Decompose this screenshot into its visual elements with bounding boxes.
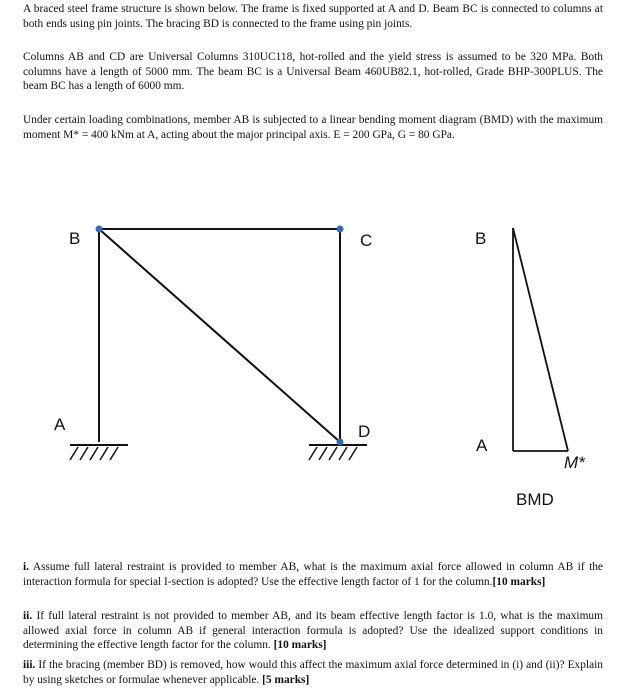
joint-b [96, 226, 103, 233]
label-c: C [360, 231, 373, 250]
label-d: D [358, 422, 371, 441]
label-b: B [69, 229, 81, 248]
bmd-moment-label: M* [564, 453, 585, 472]
joint-c [337, 226, 344, 233]
bmd-caption: BMD [516, 490, 554, 509]
frame-diagram [99, 229, 340, 442]
question-3: iii. If the bracing (member BD) is removed, how would this affect the maximum axial force determined in (i) and (ii)? Explain by using sketches or formulae whenever applicable. [5 marks] [23, 659, 603, 686]
intro-paragraph-1: A braced steel frame structure is shown below. The frame is fixed supported at A and D. Beam BC is connected to columns at both ends using pin joints. The bracing BD is connected to the frame using pin joints. [23, 3, 603, 30]
intro-paragraph-3: Under certain loading combinations, member AB is subjected to a linear bending moment diagram (BMD) with the maximum moment M* = 400 kNm at A, acting about the major principal axis. E = 200 GPa, G = 80 GPa. [23, 114, 603, 141]
bmd-slope-line [513, 228, 568, 451]
bmd-label-b: B [475, 229, 487, 248]
bmd-label-a: A [476, 436, 488, 455]
joint-d [337, 439, 344, 446]
label-a: A [54, 415, 66, 434]
question-1: i. Assume full lateral restraint is provided to member AB, what is the maximum axial force allowed in column AB if the interaction formula for special I-section is adopted? Use the effective length factor of 1 for the column.[10 marks] [23, 561, 603, 588]
bmd-diagram [513, 228, 568, 451]
brace-bd [99, 229, 340, 442]
support-d [309, 445, 367, 460]
question-2: ii. If full lateral restraint is not provided to member AB, and its beam effective length factor is 1.0, what is the maximum allowed axial force in column AB if general interaction formula is adopted? Use the idealized support conditions in determining the effective length factor for the column. [10 marks] [23, 610, 603, 652]
intro-paragraph-2: Columns AB and CD are Universal Columns 310UC118, hot-rolled and the yield stress is assumed to be 320 MPa. Both columns have a length of 5000 mm. The beam BC is a Universal Beam 460UB82.1, hot-rolled, Grade BHP-300PLUS. The beam BC has a length of 6000 mm. [23, 51, 603, 93]
support-a [70, 445, 128, 460]
